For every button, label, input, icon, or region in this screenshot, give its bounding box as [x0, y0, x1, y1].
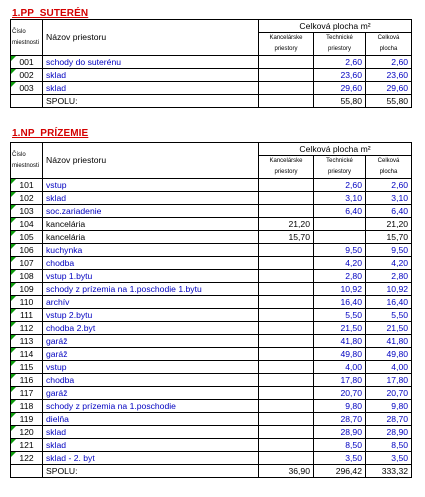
room-name: kancelária — [43, 218, 259, 231]
office-area — [259, 56, 314, 69]
office-area — [259, 69, 314, 82]
technical-area — [314, 231, 366, 244]
room-number: 120 — [11, 426, 43, 439]
total-area: 2,60 — [366, 179, 412, 192]
office-area — [259, 439, 314, 452]
room-name: dielňa — [43, 413, 259, 426]
room-name: schody z prízemia na 1.poschodie 1.bytu — [43, 283, 259, 296]
room-name: garáž — [43, 335, 259, 348]
header-technical-spaces: Technické priestory — [314, 33, 366, 56]
total-office-area — [259, 95, 314, 108]
total-area: 2,80 — [366, 270, 412, 283]
technical-area: 20,70 — [314, 387, 366, 400]
room-number: 114 — [11, 348, 43, 361]
office-area — [259, 309, 314, 322]
office-area: 15,70 — [259, 231, 314, 244]
total-area: 23,60 — [366, 69, 412, 82]
office-area — [259, 387, 314, 400]
header-total-column: Celková plocha — [366, 33, 412, 56]
total-area: 28,70 — [366, 413, 412, 426]
technical-area: 6,40 — [314, 205, 366, 218]
header-total-column: Celková plocha — [366, 156, 412, 179]
office-area — [259, 270, 314, 283]
office-area — [259, 348, 314, 361]
technical-area: 3,10 — [314, 192, 366, 205]
table-row — [11, 218, 412, 231]
total-area: 49,80 — [366, 348, 412, 361]
technical-area: 29,60 — [314, 82, 366, 95]
room-number: 105 — [11, 231, 43, 244]
table-np — [10, 142, 412, 478]
office-area — [259, 335, 314, 348]
room-number: 106 — [11, 244, 43, 257]
table-row — [11, 361, 412, 374]
room-number: 122 — [11, 452, 43, 465]
technical-area: 4,00 — [314, 361, 366, 374]
table-row — [11, 400, 412, 413]
total-area: 4,00 — [366, 361, 412, 374]
technical-area: 16,40 — [314, 296, 366, 309]
room-name: chodba 2.byt — [43, 322, 259, 335]
total-area: 10,92 — [366, 283, 412, 296]
table-row — [11, 439, 412, 452]
room-number: 103 — [11, 205, 43, 218]
office-area — [259, 322, 314, 335]
table-row — [11, 452, 412, 465]
office-area — [259, 283, 314, 296]
room-number: 108 — [11, 270, 43, 283]
technical-area: 2,80 — [314, 270, 366, 283]
table-row — [11, 426, 412, 439]
technical-area: 3,50 — [314, 452, 366, 465]
technical-area: 4,20 — [314, 257, 366, 270]
technical-area: 2,60 — [314, 56, 366, 69]
table-row — [11, 296, 412, 309]
total-area: 3,10 — [366, 192, 412, 205]
header-room-number: Číslo miestnosti — [11, 20, 43, 56]
room-name: soc.zariadenie — [43, 205, 259, 218]
technical-area: 9,50 — [314, 244, 366, 257]
header-row — [11, 20, 412, 33]
room-name: kuchynka — [43, 244, 259, 257]
table-row — [11, 413, 412, 426]
table-row — [11, 335, 412, 348]
room-number: 109 — [11, 283, 43, 296]
section-title-np: 1.NP_PRÍZEMIE — [12, 128, 89, 139]
room-number: 119 — [11, 413, 43, 426]
total-area-sum: 55,80 — [366, 95, 412, 108]
room-number: 102 — [11, 192, 43, 205]
total-area: 15,70 — [366, 231, 412, 244]
technical-area: 9,80 — [314, 400, 366, 413]
room-name: sklad - 2. byt — [43, 452, 259, 465]
room-name: archív — [43, 296, 259, 309]
room-name: schody do suterénu — [43, 56, 259, 69]
table-row — [11, 374, 412, 387]
room-number: 117 — [11, 387, 43, 400]
table-row — [11, 322, 412, 335]
total-area: 8,50 — [366, 439, 412, 452]
table-row — [11, 56, 412, 69]
table-row — [11, 283, 412, 296]
room-name: garáž — [43, 348, 259, 361]
total-area: 29,60 — [366, 82, 412, 95]
total-area: 16,40 — [366, 296, 412, 309]
table-row — [11, 231, 412, 244]
room-name: kancelária — [43, 231, 259, 244]
header-technical-spaces: Technické priestory — [314, 156, 366, 179]
total-area: 9,50 — [366, 244, 412, 257]
section-title-pp: 1.PP_SUTERÉN — [12, 8, 89, 19]
total-blank-cell — [11, 465, 43, 478]
table-row — [11, 309, 412, 322]
table-row — [11, 179, 412, 192]
room-number: 118 — [11, 400, 43, 413]
office-area — [259, 257, 314, 270]
office-area — [259, 82, 314, 95]
room-name: vstup 2.bytu — [43, 309, 259, 322]
office-area — [259, 179, 314, 192]
room-name: vstup — [43, 179, 259, 192]
office-area: 21,20 — [259, 218, 314, 231]
office-area — [259, 400, 314, 413]
room-number: 111 — [11, 309, 43, 322]
total-area: 20,70 — [366, 387, 412, 400]
office-area — [259, 374, 314, 387]
technical-area: 8,50 — [314, 439, 366, 452]
total-label: SPOLU: — [43, 95, 259, 108]
room-number: 003 — [11, 82, 43, 95]
table-row — [11, 192, 412, 205]
header-space-name: Názov priestoru — [43, 20, 259, 56]
total-area: 28,90 — [366, 426, 412, 439]
room-number: 104 — [11, 218, 43, 231]
room-number: 101 — [11, 179, 43, 192]
table-row — [11, 244, 412, 257]
table-pp — [10, 19, 412, 108]
table-row — [11, 69, 412, 82]
header-space-name: Názov priestoru — [43, 143, 259, 179]
header-room-number: Číslo miestnosti — [11, 143, 43, 179]
table-row — [11, 205, 412, 218]
total-technical-area: 55,80 — [314, 95, 366, 108]
technical-area: 23,60 — [314, 69, 366, 82]
total-area-sum: 333,32 — [366, 465, 412, 478]
office-area — [259, 361, 314, 374]
table-row — [11, 348, 412, 361]
room-name: chodba — [43, 257, 259, 270]
office-area — [259, 426, 314, 439]
total-area: 41,80 — [366, 335, 412, 348]
room-name: sklad — [43, 426, 259, 439]
room-name: sklad — [43, 192, 259, 205]
room-number: 113 — [11, 335, 43, 348]
total-row — [11, 465, 412, 478]
total-area: 3,50 — [366, 452, 412, 465]
total-office-area: 36,90 — [259, 465, 314, 478]
technical-area: 10,92 — [314, 283, 366, 296]
technical-area: 2,60 — [314, 179, 366, 192]
room-number: 107 — [11, 257, 43, 270]
technical-area: 49,80 — [314, 348, 366, 361]
total-area: 21,50 — [366, 322, 412, 335]
office-area — [259, 205, 314, 218]
office-area — [259, 296, 314, 309]
office-area — [259, 244, 314, 257]
total-area: 4,20 — [366, 257, 412, 270]
total-area: 2,60 — [366, 56, 412, 69]
header-office-spaces: Kancelárske priestory — [259, 156, 314, 179]
technical-area: 28,90 — [314, 426, 366, 439]
room-number: 115 — [11, 361, 43, 374]
total-area: 21,20 — [366, 218, 412, 231]
room-name: sklad — [43, 82, 259, 95]
room-number: 110 — [11, 296, 43, 309]
room-name: sklad — [43, 439, 259, 452]
total-technical-area: 296,42 — [314, 465, 366, 478]
room-name: chodba — [43, 374, 259, 387]
technical-area: 21,50 — [314, 322, 366, 335]
table-row — [11, 257, 412, 270]
table-row — [11, 270, 412, 283]
room-number: 121 — [11, 439, 43, 452]
room-name: vstup 1.bytu — [43, 270, 259, 283]
room-number: 001 — [11, 56, 43, 69]
technical-area: 28,70 — [314, 413, 366, 426]
header-row — [11, 143, 412, 156]
header-office-spaces: Kancelárske priestory — [259, 33, 314, 56]
total-row — [11, 95, 412, 108]
room-number: 002 — [11, 69, 43, 82]
technical-area: 5,50 — [314, 309, 366, 322]
room-number: 112 — [11, 322, 43, 335]
office-area — [259, 192, 314, 205]
total-area: 6,40 — [366, 205, 412, 218]
room-number: 116 — [11, 374, 43, 387]
room-name: sklad — [43, 69, 259, 82]
header-total-area: Celková plocha m² — [259, 20, 412, 33]
technical-area: 41,80 — [314, 335, 366, 348]
table-row — [11, 82, 412, 95]
room-name: schody z prízemia na 1.poschodie — [43, 400, 259, 413]
room-name: vstup — [43, 361, 259, 374]
room-name: garáž — [43, 387, 259, 400]
office-area — [259, 452, 314, 465]
technical-area — [314, 218, 366, 231]
technical-area: 17,80 — [314, 374, 366, 387]
total-area: 5,50 — [366, 309, 412, 322]
office-area — [259, 413, 314, 426]
total-blank-cell — [11, 95, 43, 108]
total-area: 17,80 — [366, 374, 412, 387]
header-total-area: Celková plocha m² — [259, 143, 412, 156]
table-row — [11, 387, 412, 400]
total-area: 9,80 — [366, 400, 412, 413]
total-label: SPOLU: — [43, 465, 259, 478]
